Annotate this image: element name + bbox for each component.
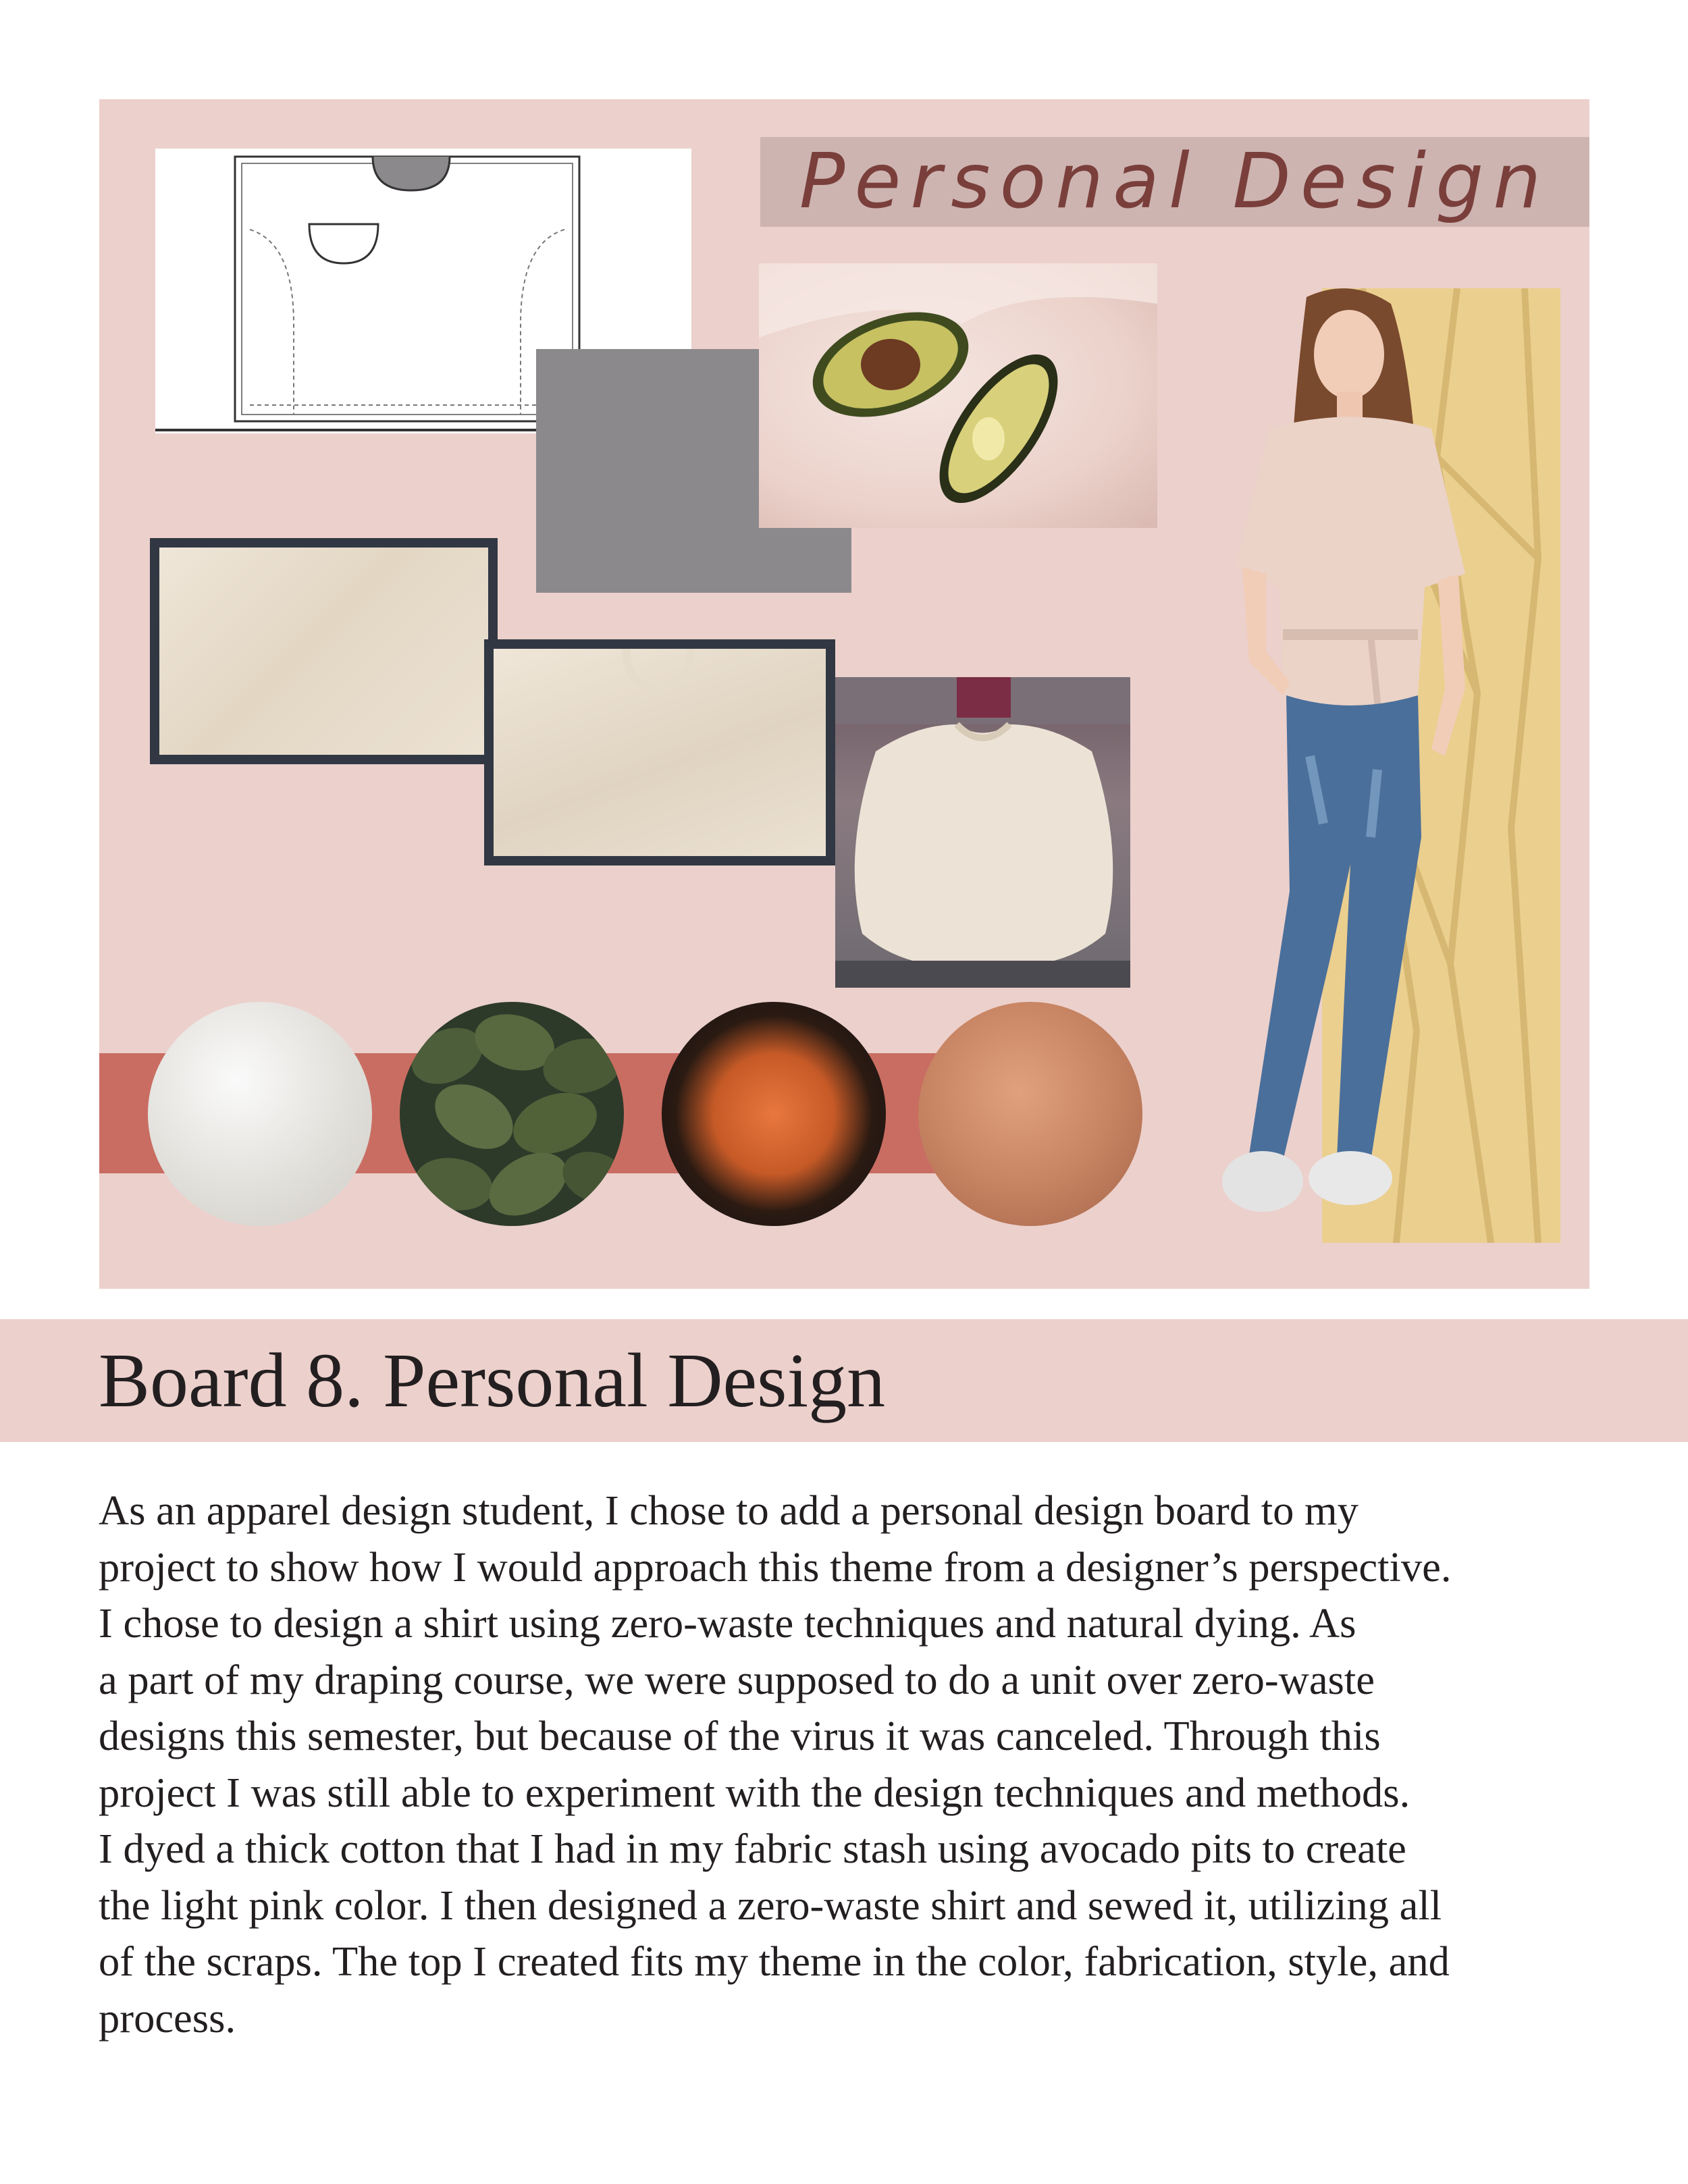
model-photo — [1148, 284, 1526, 1269]
body-line: project I was still able to experiment with the design techniques and methods. — [99, 1768, 1410, 1816]
body-line: I dyed a thick cotton that I had in my fabric stash using avocado pits to create — [99, 1825, 1406, 1872]
undyed-fabric-swatch — [148, 1002, 372, 1226]
body-line: a part of my draping course, we were supposed to do a unit over zero-waste — [99, 1655, 1375, 1703]
dyed-fabric-swatch — [918, 1002, 1142, 1226]
fabric-panel-photo-1 — [150, 538, 498, 764]
body-line: project to show how I would approach this theme from a designer’s perspective. — [99, 1543, 1452, 1591]
body-paragraph — [99, 1483, 1604, 2046]
avocado-photo — [759, 263, 1157, 528]
body-line: designs this semester, but because of the virus it was canceled. Through this — [99, 1712, 1381, 1759]
body-line: I chose to design a shirt using zero-waste techniques and natural dying. As — [99, 1599, 1356, 1647]
body-line: As an apparel design student, I chose to add a personal design board to my — [99, 1487, 1359, 1534]
board-title: Personal Design — [799, 138, 1551, 225]
dressform-photo — [835, 677, 1130, 988]
avocados-swatch — [400, 1002, 624, 1226]
fabric-panel-photo-2 — [484, 639, 835, 865]
body-line: the light pink color. I then designed a zero-waste shirt and sewed it, utilizing all — [99, 1881, 1442, 1929]
dye-bath-swatch — [662, 1002, 886, 1226]
body-line: process. — [99, 1994, 236, 2042]
page-heading: Board 8. Personal Design — [99, 1337, 886, 1423]
body-line: of the scraps. The top I created fits my theme in the color, fabrication, style, and — [99, 1938, 1450, 1985]
